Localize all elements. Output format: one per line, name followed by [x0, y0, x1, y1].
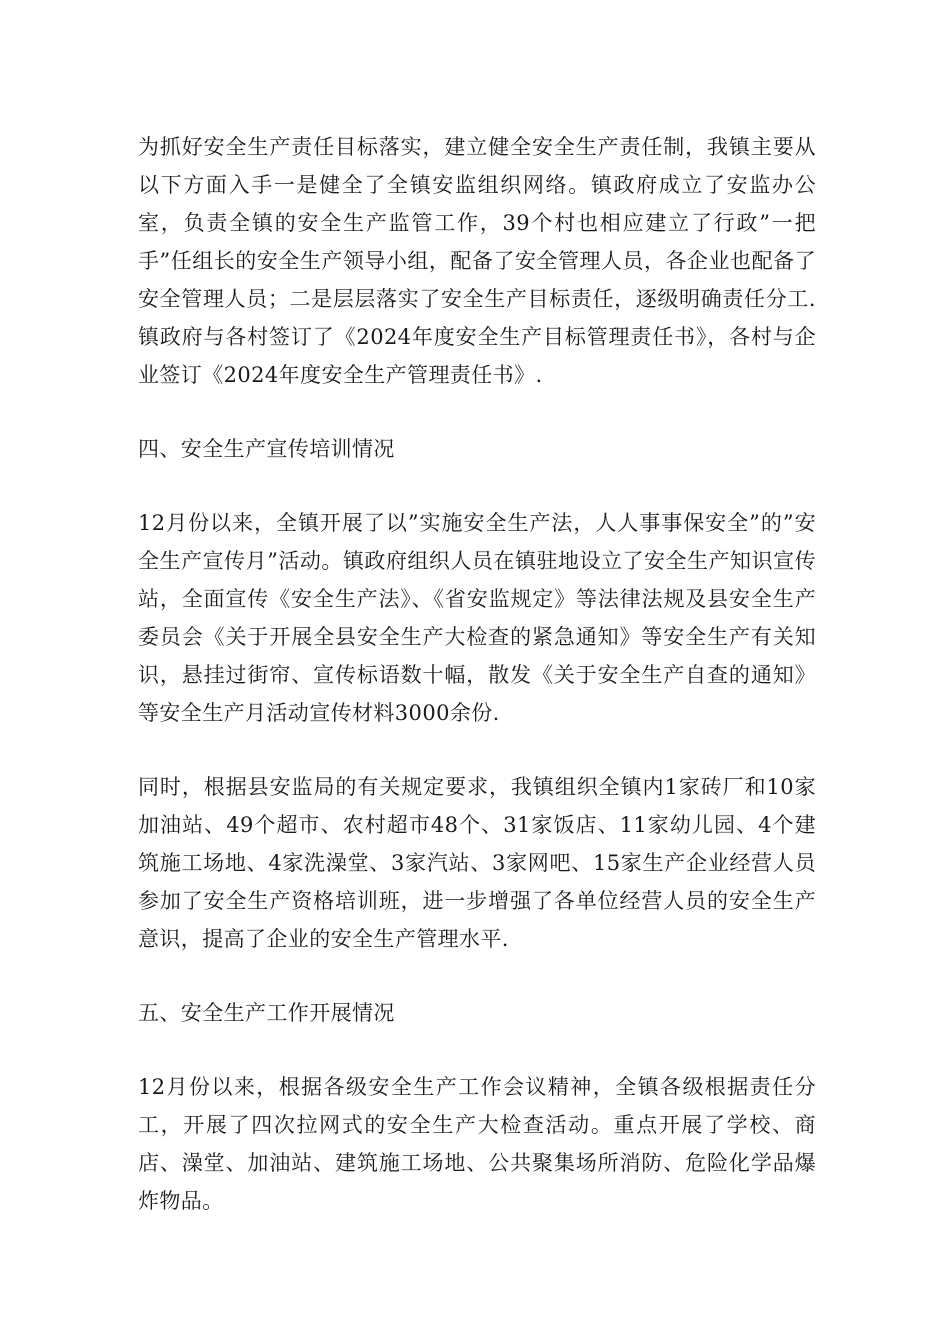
document-body [138, 128, 816, 1256]
section-heading-training: 四、安全生产宣传培训情况 [138, 437, 395, 461]
section-heading-work: 五、安全生产工作开展情况 [138, 1001, 395, 1025]
paragraph-publicity: 12月份以来，全镇开展了以”实施安全生产法，人人事事保安全”的”安全生产宣传月”活动。镇政府组织人员在镇驻地设立了安全生产知识宣传站，全面宣传《安全生产法》、《省安监规定》等法律法规及县安全生产委员会《关于开展全县安全生产大检查的紧急通知》等安全生产有关知识，悬挂过街帘、宣传标语数十幅，散发《关于安全生产自查的通知》等安全生产月活动宣传材料3000余份. [138, 511, 816, 725]
paragraph-responsibility: 为抓好安全生产责任目标落实，建立健全安全生产责任制，我镇主要从以下方面入手一是健全了全镇安监组织网络。镇政府成立了安监办公室，负责全镇的安全生产监管工作，39个村也相应建立了行政”一把手”任组长的安全生产领导小组，配备了安全管理人员，各企业也配备了安全管理人员；二是层层落实了安全生产目标责任，逐级明确责任分工.镇政府与各村签订了《2024年度安全生产目标管理责任书》，各村与企业签订《2024年度安全生产管理责任书》. [138, 135, 816, 387]
paragraph-inspection: 12月份以来，根据各级安全生产工作会议精神，全镇各级根据责任分工，开展了四次拉网式的安全生产大检查活动。重点开展了学校、商店、澡堂、加油站、建筑施工场地、公共聚集场所消防、危险化学品爆炸物品。 [138, 1075, 816, 1213]
paragraph-training: 同时，根据县安监局的有关规定要求，我镇组织全镇内1家砖厂和10家加油站、49个超市、农村超市48个、31家饭店、11家幼儿园、4个建筑施工场地、4家洗澡堂、3家汽站、3家网吧、15家生产企业经营人员参加了安全生产资格培训班，进一步增强了各单位经营人员的安全生产意识，提高了企业的安全生产管理水平. [138, 775, 816, 951]
